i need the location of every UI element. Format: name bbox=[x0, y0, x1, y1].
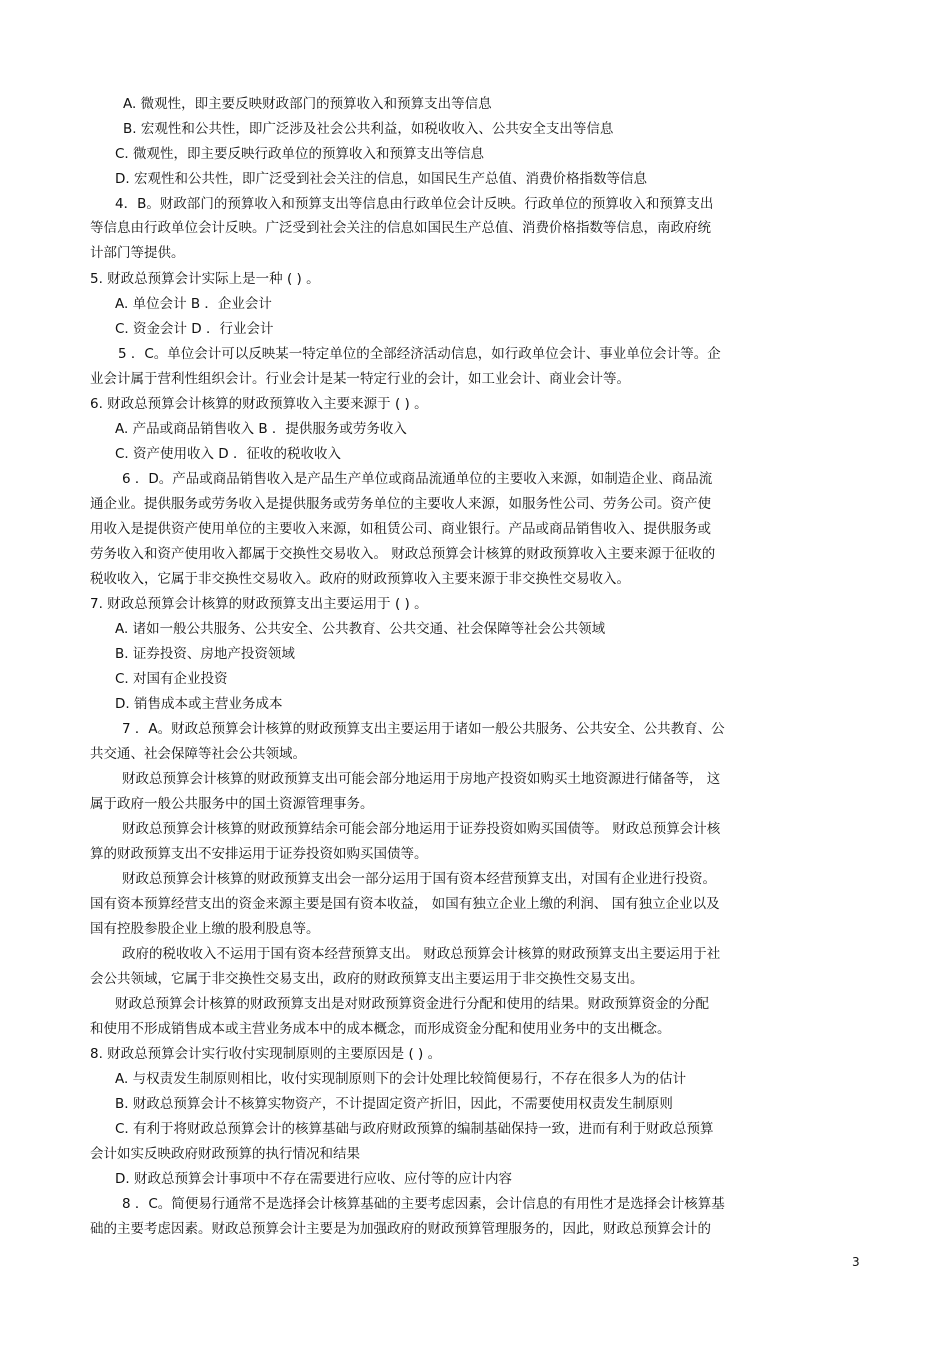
text-line: 政府的税收收入不运用于国有资本经营预算支出。 财政总预算会计核算的财政预算支出主要运用于社 bbox=[122, 946, 721, 962]
text-line: 税收收入，它属于非交换性交易收入。政府的财政预算收入主要来源于非交换性交易收入。 bbox=[90, 571, 630, 587]
text-line: 财政总预算会计核算的财政预算支出会一部分运用于国有资本经营预算支出，对国有企业进行投资。 bbox=[122, 871, 716, 887]
text-line: 财政总预算会计核算的财政预算支出是对财政预算资金进行分配和使用的结果。财政预算资金的分配 bbox=[115, 996, 709, 1012]
text-line: 和使用不形成销售成本或主营业务成本中的成本概念，而形成资金分配和使用业务中的支出概念。 bbox=[90, 1021, 671, 1037]
text-line: 业会计属于营利性组织会计。行业会计是某一特定行业的会计，如工业会计、商业会计等。 bbox=[90, 371, 630, 387]
text-line: 6. 财政总预算会计核算的财政预算收入主要来源于 ( ) 。 bbox=[90, 396, 428, 412]
text-line: B. 证券投资、房地产投资领域 bbox=[115, 646, 295, 662]
text-line: B. 宏观性和公共性，即广泛涉及社会公共利益，如税收收入、公共安全支出等信息 bbox=[123, 121, 614, 137]
text-line: B. 财政总预算会计不核算实物资产，不计提固定资产折旧，因此，不需要使用权责发生制原则 bbox=[115, 1096, 673, 1112]
text-line: 国有控股参股企业上缴的股利股息等。 bbox=[90, 921, 320, 937]
text-line: 8 ．C。简便易行通常不是选择会计核算基础的主要考虑因素，会计信息的有用性才是选择会计核算基 bbox=[122, 1196, 725, 1212]
text-line: 等信息由行政单位会计反映。广泛受到社会关注的信息如国民生产总值、消费价格指数等信息，南政府统 bbox=[90, 220, 711, 236]
text-line: A. 产品或商品销售收入 B ．提供服务或劳务收入 bbox=[115, 421, 407, 437]
text-line: C. 微观性，即主要反映行政单位的预算收入和预算支出等信息 bbox=[115, 146, 485, 162]
text-line: A. 微观性，即主要反映财政部门的预算收入和预算支出等信息 bbox=[123, 96, 492, 112]
text-line: 劳务收入和资产使用收入都属于交换性交易收入。 财政总预算会计核算的财政预算收入主要来源于征收的 bbox=[90, 546, 716, 562]
text-line: C. 有利于将财政总预算会计的核算基础与政府财政预算的编制基础保持一致，进而有利于财政总预算 bbox=[115, 1121, 714, 1137]
text-line: 财政总预算会计核算的财政预算支出可能会部分地运用于房地产投资如购买土地资源进行储备等， 这 bbox=[122, 771, 721, 787]
text-line: 5 ．C。单位会计可以反映某一特定单位的全部经济活动信息，如行政单位会计、事业单位会计等。企 bbox=[118, 346, 721, 362]
text-line: C. 资产使用收入 D ．征收的税收收入 bbox=[115, 446, 341, 462]
text-line: C. 资金会计 D ．行业会计 bbox=[115, 321, 274, 337]
text-line: 7 ．A。财政总预算会计核算的财政预算支出主要运用于诸如一般公共服务、公共安全、公共教育、公 bbox=[122, 721, 725, 737]
text-line: D. 财政总预算会计事项中不存在需要进行应收、应付等的应计内容 bbox=[115, 1171, 512, 1187]
page-number: 3 bbox=[852, 1255, 860, 1269]
text-line: 础的主要考虑因素。财政总预算会计主要是为加强政府的财政预算管理服务的，因此，财政总预算会计的 bbox=[90, 1221, 711, 1237]
text-line: D. 宏观性和公共性，即广泛受到社会关注的信息，如国民生产总值、消费价格指数等信息 bbox=[115, 171, 647, 187]
text-line: 算的财政预算支出不安排运用于证券投资如购买国债等。 bbox=[90, 846, 428, 862]
text-line: 财政总预算会计核算的财政预算结余可能会部分地运用于证券投资如购买国债等。 财政总预算会计核 bbox=[122, 821, 721, 837]
text-line: C. 对国有企业投资 bbox=[115, 671, 228, 687]
text-line: A. 诸如一般公共服务、公共安全、公共教育、公共交通、社会保障等社会公共领域 bbox=[115, 621, 606, 637]
text-line: 用收入是提供资产使用单位的主要收入来源，如租赁公司、商业银行。产品或商品销售收入、提供服务或 bbox=[90, 521, 711, 537]
text-line: 共交通、社会保障等社会公共领域。 bbox=[90, 746, 306, 762]
text-line: 5. 财政总预算会计实际上是一种 ( ) 。 bbox=[90, 271, 320, 287]
text-line: 属于政府一般公共服务中的国土资源管理事务。 bbox=[90, 796, 374, 812]
text-line: 6 ．D。产品或商品销售收入是产品生产单位或商品流通单位的主要收入来源，如制造企业、商品流 bbox=[122, 471, 713, 487]
text-line: 会计如实反映政府财政预算的执行情况和结果 bbox=[90, 1146, 360, 1162]
text-line: 4．B。财政部门的预算收入和预算支出等信息由行政单位会计反映。行政单位的预算收入和预算支出 bbox=[115, 196, 714, 212]
text-line: A. 与权责发生制原则相比，收付实现制原则下的会计处理比较简便易行，不存在很多人为的估计 bbox=[115, 1071, 687, 1087]
text-line: A. 单位会计 B ．企业会计 bbox=[115, 296, 272, 312]
text-line: D. 销售成本或主营业务成本 bbox=[115, 696, 283, 712]
text-line: 国有资本预算经营支出的资金来源主要是国有资本收益， 如国有独立企业上缴的利润、 国有独立企业以及 bbox=[90, 896, 720, 912]
text-line: 通企业。提供服务或劳务收入是提供服务或劳务单位的主要收人来源，如服务性公司、劳务公司。资产使 bbox=[90, 496, 711, 512]
text-line: 会公共领域，它属于非交换性交易支出，政府的财政预算支出主要运用于非交换性交易支出。 bbox=[90, 971, 644, 987]
text-line: 计部门等提供。 bbox=[90, 245, 185, 261]
text-line: 8. 财政总预算会计实行收付实现制原则的主要原因是 ( ) 。 bbox=[90, 1046, 442, 1062]
text-line: 7. 财政总预算会计核算的财政预算支出主要运用于 ( ) 。 bbox=[90, 596, 428, 612]
